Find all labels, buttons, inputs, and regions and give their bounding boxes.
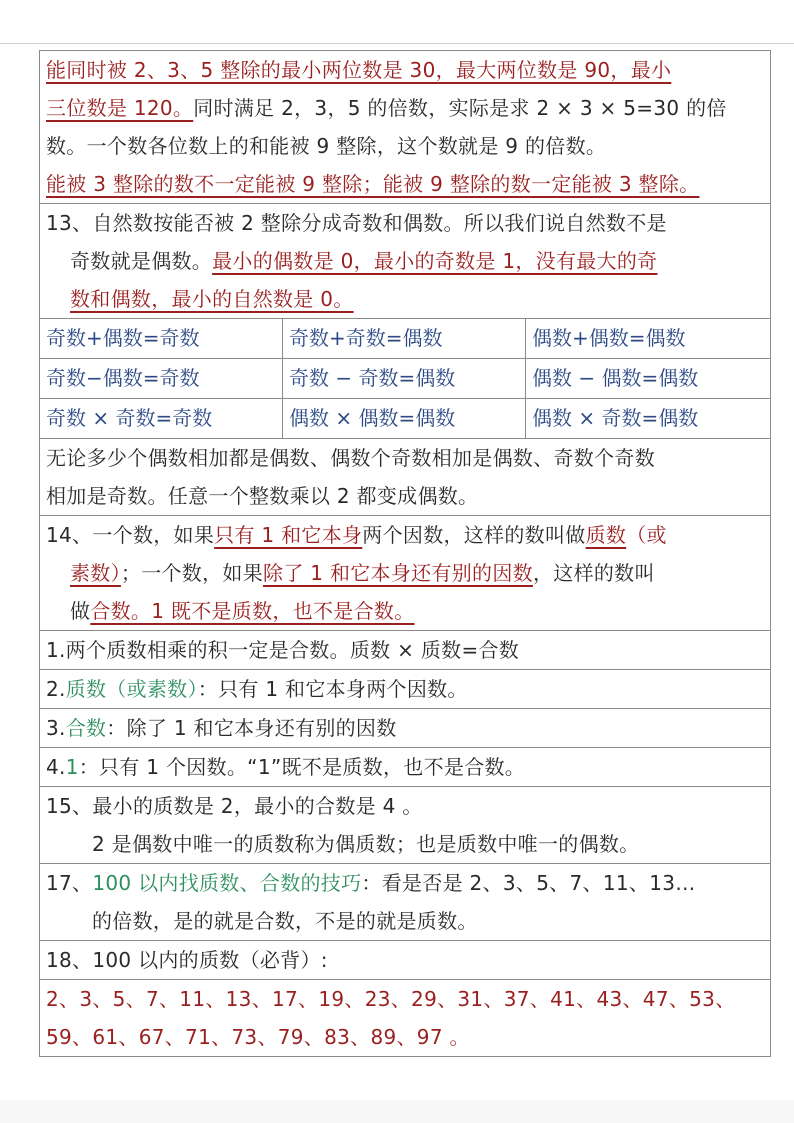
section-18 bbox=[40, 941, 770, 980]
point-3-num: 3. bbox=[46, 716, 66, 740]
s12-line4: 能被 3 整除的数不一定能被 9 整除；能被 9 整除的数一定能被 3 整除。 bbox=[46, 172, 700, 196]
point-3 bbox=[40, 709, 770, 748]
table-cell: 奇数−偶数=奇数 bbox=[40, 359, 283, 398]
top-rule bbox=[0, 43, 794, 44]
bottom-margin bbox=[0, 1100, 794, 1123]
sum-line2: 相加是奇数。任意一个整数乘以 2 都变成偶数。 bbox=[46, 484, 479, 508]
s14-l1e: （或 bbox=[626, 523, 667, 547]
s17-num: 17、 bbox=[46, 871, 93, 895]
s14-l1b: 只有 1 和它本身 bbox=[214, 523, 363, 547]
table-row bbox=[40, 399, 770, 439]
point-2 bbox=[40, 670, 770, 709]
s14-l1a: 14、一个数，如果 bbox=[46, 523, 215, 547]
s14-l1c: 两个因数，这样的数叫做 bbox=[362, 523, 586, 547]
s12-line3: 数。一个数各位数上的和能被 9 整除，这个数就是 9 的倍数。 bbox=[46, 134, 607, 158]
point-2-num: 2. bbox=[46, 677, 66, 701]
point-4-rest: ：只有 1 个因数。“1”既不是质数，也不是合数。 bbox=[78, 755, 526, 779]
s12-line2-rest: 同时满足 2，3，5 的倍数，实际是求 2 × 3 × 5=30 的倍 bbox=[193, 96, 727, 120]
s13-line3: 数和偶数，最小的自然数是 0。 bbox=[70, 287, 354, 311]
sum-rules bbox=[40, 439, 770, 516]
section-14 bbox=[40, 516, 770, 631]
section-15 bbox=[40, 787, 770, 864]
table-row bbox=[40, 319, 770, 359]
s14-l2b: ；一个数，如果 bbox=[120, 561, 264, 585]
table-cell: 偶数 × 偶数=偶数 bbox=[283, 399, 526, 438]
notes-sheet bbox=[39, 50, 771, 1057]
s13-line2-red: 最小的偶数是 0，最小的奇数是 1，没有最大的奇 bbox=[212, 249, 658, 273]
table-cell: 偶数+偶数=偶数 bbox=[532, 326, 686, 350]
table-row bbox=[40, 359, 770, 399]
sum-line1: 无论多少个偶数相加都是偶数、偶数个奇数相加是偶数、奇数个奇数 bbox=[46, 446, 655, 470]
table-cell: 偶数 − 偶数=偶数 bbox=[532, 366, 699, 390]
s14-l3c: 。1 既不是质数，也不是合数。 bbox=[130, 599, 415, 623]
s14-l1d: 质数 bbox=[585, 523, 627, 547]
s15-line2: 2 是偶数中唯一的质数称为偶质数；也是质数中唯一的偶数。 bbox=[92, 832, 640, 856]
s13-line2-start: 奇数就是偶数。 bbox=[70, 249, 213, 273]
section-12 bbox=[40, 51, 770, 204]
s13-line1: 13、自然数按能否被 2 整除分成奇数和偶数。所以我们说自然数不是 bbox=[46, 211, 667, 235]
point-2-term: 质数（或素数） bbox=[65, 677, 198, 701]
point-4 bbox=[40, 748, 770, 787]
table-cell: 偶数 × 奇数=偶数 bbox=[532, 406, 699, 430]
section-13 bbox=[40, 204, 770, 319]
table-cell: 奇数 × 奇数=奇数 bbox=[40, 399, 283, 438]
s12-line1: 能同时被 2、3、5 整除的最小两位数是 30，最大两位数是 90，最小 bbox=[46, 58, 672, 82]
s14-l2c: 除了 1 和它本身还有别的因数 bbox=[263, 561, 533, 585]
point-3-rest: ：除了 1 和它本身还有别的因数 bbox=[106, 716, 397, 740]
point-2-rest: ：只有 1 和它本身两个因数。 bbox=[197, 677, 468, 701]
table-cell: 奇数 − 奇数=偶数 bbox=[283, 359, 526, 398]
table-cell: 奇数+偶数=奇数 bbox=[40, 319, 283, 358]
s17-rest: ：看是否是 2、3、5、7、11、13… bbox=[361, 871, 696, 895]
point-3-term: 合数 bbox=[65, 716, 107, 740]
s18-title: 18、100 以内的质数（必背）: bbox=[46, 948, 328, 972]
section-17 bbox=[40, 864, 770, 941]
primes-line2: 59、61、67、71、73、79、83、89、97 。 bbox=[46, 1025, 470, 1049]
s14-l3a: 做 bbox=[70, 599, 91, 623]
s14-l2a: 素数） bbox=[70, 561, 121, 585]
s15-line1: 15、最小的质数是 2，最小的合数是 4 。 bbox=[46, 794, 423, 818]
point-4-num: 4. bbox=[46, 755, 66, 779]
point-1 bbox=[40, 631, 770, 670]
parity-table bbox=[40, 319, 770, 439]
s17-line2: 的倍数，是的就是合数，不是的就是质数。 bbox=[92, 909, 478, 933]
point-4-term: 1 bbox=[65, 755, 79, 779]
s12-line2-red: 三位数是 120。 bbox=[46, 96, 194, 120]
prime-list bbox=[40, 980, 770, 1057]
table-cell: 奇数+奇数=偶数 bbox=[283, 319, 526, 358]
s14-l2d: ，这样的数叫 bbox=[532, 561, 655, 585]
primes-line1: 2、3、5、7、11、13、17、19、23、29、31、37、41、43、47、53、 bbox=[46, 987, 736, 1011]
s17-term: 100 以内找质数、合数的技巧 bbox=[92, 871, 362, 895]
s14-l3b: 合数 bbox=[90, 599, 131, 623]
point-1-text: 1.两个质数相乘的积一定是合数。质数 × 质数=合数 bbox=[46, 638, 520, 662]
